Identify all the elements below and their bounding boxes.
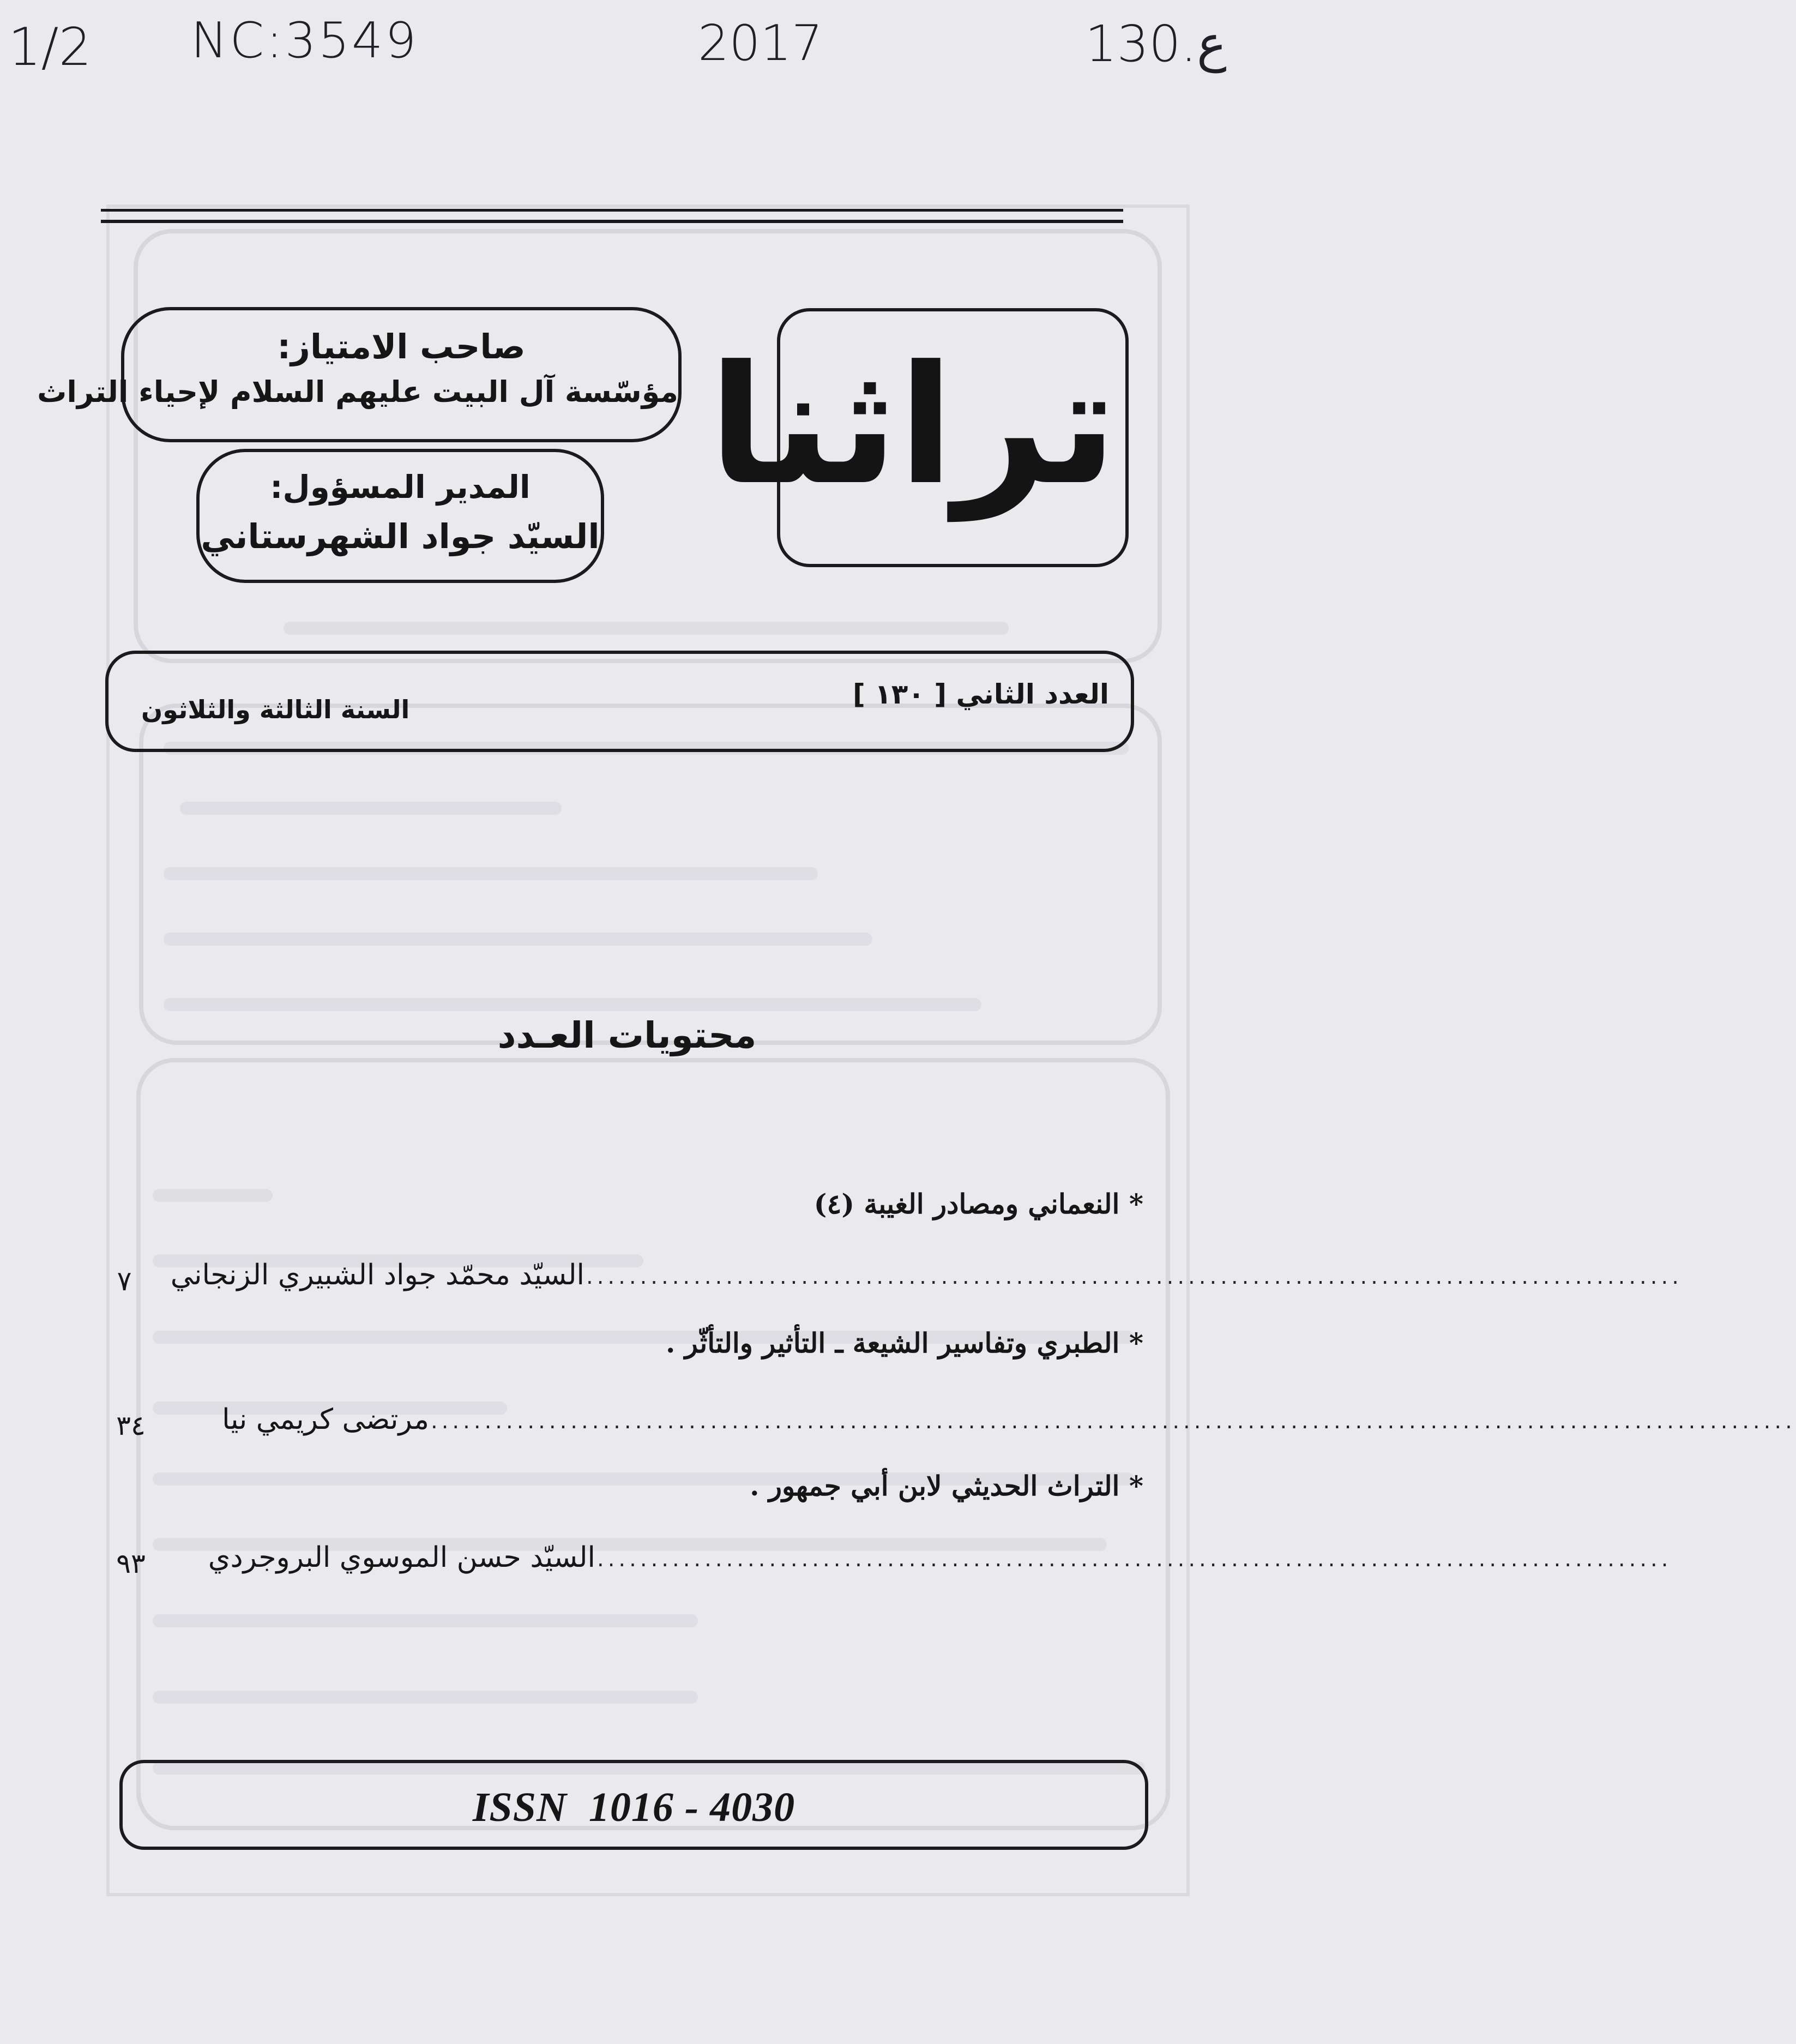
issue-year: السنة الثالثة والثلاثون [141, 695, 410, 724]
issue-strip [105, 651, 1134, 752]
show-through-line [164, 933, 872, 946]
handwritten-page-mark: 1/2 [8, 17, 92, 77]
toc-item-author: مرتضى كريمي نيا [222, 1403, 429, 1436]
contents-heading: محتويات العـدد [497, 1014, 757, 1056]
toc-item-author: السيّد محمّد جواد الشبيري الزنجاني [170, 1259, 584, 1291]
toc-item-page: ٣٤ [116, 1410, 146, 1441]
owner-label: صاحب الامتياز: [277, 327, 526, 366]
toc-item-title: * الطبري وتفاسير الشيعة ـ التأثير والتأثّر . [665, 1327, 1143, 1359]
show-through-line [164, 867, 818, 880]
director-label: المدير المسؤول: [270, 468, 531, 506]
issue-number: العدد الثاني [ ١٣٠ ] [852, 678, 1109, 710]
handwritten-year: 2017 [698, 15, 823, 72]
show-through-line [153, 1691, 698, 1704]
show-through-bottom-box [136, 1058, 1796, 1830]
toc-leader-dots: .................................................................................................... [597, 1547, 1672, 1572]
owner-box [37, 307, 682, 442]
show-through-line [153, 1189, 273, 1202]
toc-item-title: * النعماني ومصادر الغيبة (٤) [813, 1188, 1143, 1220]
show-through-line [284, 622, 1009, 635]
show-through-line [180, 802, 562, 815]
issn-box [119, 1760, 1148, 1850]
show-through-line [164, 998, 981, 1011]
owner-name: مؤسّسة آل البيت عليهم السلام لإحياء التراث [37, 375, 678, 409]
toc-item-page: ٧ [117, 1265, 132, 1297]
logo-box [708, 308, 1129, 567]
toc-item-title: * التراث الحديثي لابن أبي جمهور . [750, 1470, 1143, 1502]
handwritten-issue-note: 130.ع [1085, 15, 1227, 73]
director-box [196, 449, 604, 583]
journal-logo: تراثنا [708, 330, 1117, 521]
top-rule [101, 220, 1123, 223]
toc-item-author: السيّد حسن الموسوي البروجردي [208, 1541, 595, 1574]
toc-item-page: ٩٣ [116, 1548, 146, 1579]
issn-number: ISSN 1016 - 4030 [472, 1784, 795, 1830]
handwritten-code: NC:3549 [191, 12, 419, 69]
toc-leader-dots: ............................................................................................................................... [431, 1409, 1796, 1434]
director-name: السيّد جواد الشهرستاني [201, 516, 600, 556]
show-through-line [153, 1614, 698, 1627]
toc-leader-dots: ...................................................................................................... [586, 1264, 1683, 1289]
top-rule [101, 209, 1123, 212]
